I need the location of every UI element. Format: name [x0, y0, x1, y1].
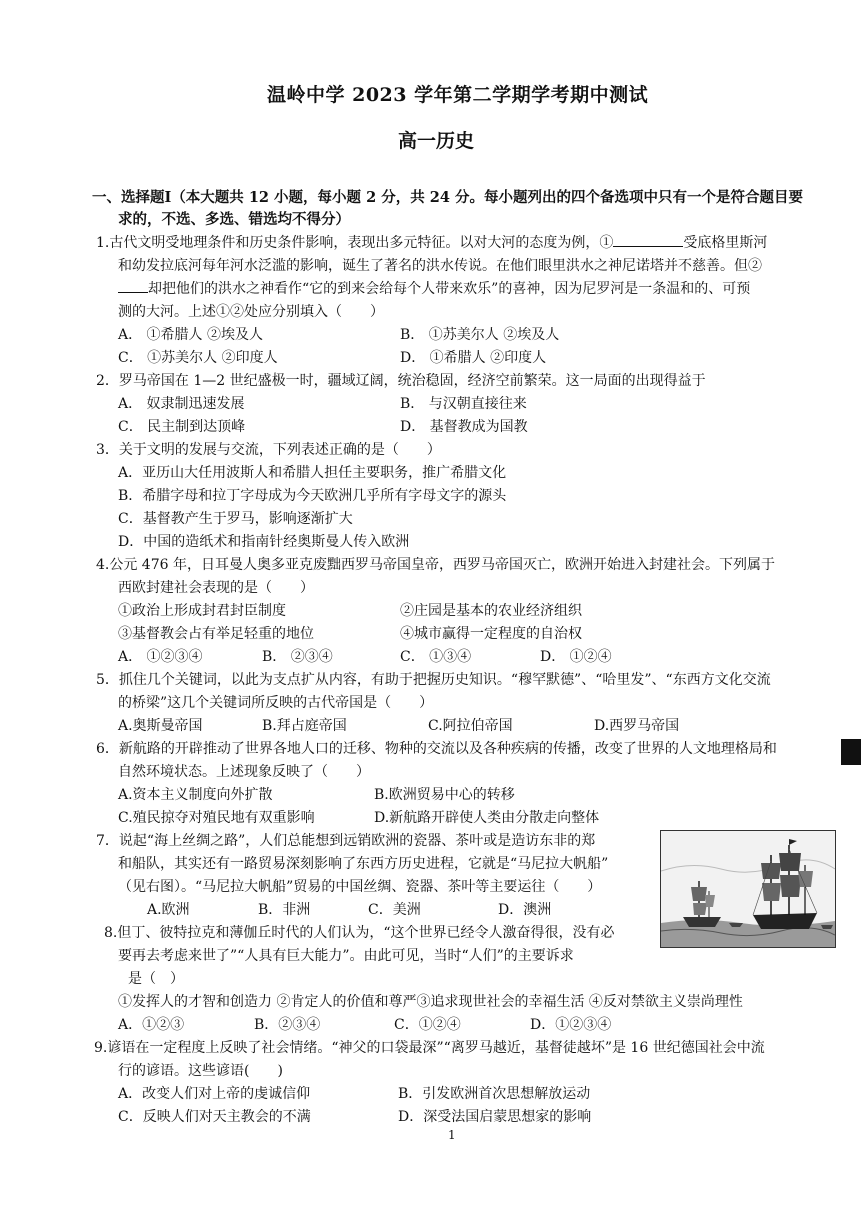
section-heading-line2: 求的，不选、多选、错选均不得分）	[118, 211, 350, 228]
q5-option-c: C.阿拉伯帝国	[428, 718, 513, 734]
galleon-illustration	[661, 831, 835, 947]
answer-blank-2	[118, 278, 148, 293]
q2-stem: 2．罗马帝国在 1—2 世纪盛极一时，疆域辽阔，统治稳固，经济空前繁荣。这一局面的出现得益于	[96, 373, 706, 389]
binding-marker	[841, 739, 861, 765]
q1-line2: 和幼发拉底河每年河水泛滥的影响，诞生了著名的洪水传说。在他们眼里洪水之神尼诺塔并不慈善。但②	[118, 258, 762, 274]
q1-line3: 却把他们的洪水之神看作“它的到来会给每个人带来欢乐”的喜神，因为尼罗河是一条温和的、可预	[148, 281, 751, 297]
q2-option-b: B． 与汉朝直接往来	[400, 396, 527, 412]
q1-option-b: B． ①苏美尔人 ②埃及人	[400, 327, 560, 343]
q4-line2: 西欧封建社会表现的是（ ）	[118, 580, 314, 596]
q3-option-c: C．基督教产生于罗马，影响逐渐扩大	[118, 511, 353, 527]
q4-statement-3: ③基督教会占有举足轻重的地位	[118, 626, 314, 642]
q9-line1: 9.谚语在一定程度上反映了社会情绪。“神父的口袋最深”“离罗马越近，基督徒越坏”是 16 世纪德国社会中流	[94, 1040, 765, 1056]
answer-blank-1	[613, 232, 683, 247]
q4-option-a: A． ①②③④	[118, 649, 203, 665]
q7-line2: 和船队，其实还有一路贸易深刻影响了东西方历史进程，它就是“马尼拉大帆船”	[118, 856, 609, 872]
q6-option-b: B.欧洲贸易中心的转移	[374, 787, 515, 803]
exam-title: 温岭中学 2023 学年第二学期学考期中测试	[267, 84, 649, 106]
q4-statement-1: ①政治上形成封君封臣制度	[118, 603, 286, 619]
q1-line1b: 受底格里斯河	[683, 235, 768, 251]
q9-option-c: C．反映人们对天主教会的不满	[118, 1109, 311, 1125]
q4-statement-2: ②庄园是基本的农业经济组织	[400, 603, 582, 619]
q5-line1: 5．抓住几个关键词，以此为支点扩从内容，有助于把握历史知识。“穆罕默德”、“哈里发”、“东西方文化交流	[96, 672, 771, 688]
q9-option-a: A．改变人们对上帝的虔诚信仰	[118, 1086, 311, 1102]
q4-option-d: D． ①②④	[540, 649, 612, 665]
q8-line3: 是（ ）	[128, 971, 184, 987]
q6-line2: 自然环境状态。上述现象反映了（ ）	[118, 764, 370, 780]
q7-option-b: B．非洲	[258, 902, 311, 918]
q8-option-a: A．①②③	[118, 1017, 185, 1033]
section-heading-line1: 一、选择题Ⅰ（本大题共 12 小题，每小题 2 分，共 24 分。每小题列出的四个备选项中只有一个是符合题目要	[92, 189, 804, 206]
q3-option-a: A．亚历山大任用波斯人和希腊人担任主要职务，推广希腊文化	[118, 465, 507, 481]
q9-option-d: D．深受法国启蒙思想家的影响	[398, 1109, 592, 1125]
q8-line1: 8.但丁、彼特拉克和薄伽丘时代的人们认为，“这个世界已经令人激奋得很，没有必	[104, 925, 615, 941]
q7-option-c: C．美洲	[368, 902, 421, 918]
q9-option-b: B．引发欧洲首次思想解放运动	[398, 1086, 591, 1102]
q6-option-d: D.新航路开辟使人类由分散走向整体	[374, 810, 600, 826]
q7-option-d: D．澳洲	[498, 902, 552, 918]
q8-statements: ①发挥人的才智和创造力 ②肯定人的价值和尊严③追求现世社会的幸福生活 ④反对禁欲主义崇尚理性	[118, 994, 743, 1010]
q5-option-d: D.西罗马帝国	[594, 718, 680, 734]
q6-line1: 6．新航路的开辟推动了世界各地人口的迁移、物种的交流以及各种疾病的传播，改变了世界的人文地理格局和	[96, 741, 777, 757]
q1-line4: 测的大河。上述①②处应分别填入（ ）	[118, 304, 384, 320]
q6-option-c: C.殖民掠夺对殖民地有双重影响	[118, 810, 315, 826]
q3-option-b: B．希腊字母和拉丁字母成为今天欧洲几乎所有字母文字的源头	[118, 488, 507, 504]
q1-option-a: A． ①希腊人 ②埃及人	[118, 327, 264, 343]
q9-line2: 行的谚语。这些谚语( )	[118, 1063, 283, 1079]
q4-statement-4: ④城市赢得一定程度的自治权	[400, 626, 582, 642]
q1-option-c: C． ①苏美尔人 ②印度人	[118, 350, 278, 366]
q5-option-b: B.拜占庭帝国	[262, 718, 347, 734]
q8-line2: 要再去考虑来世了”“人具有巨大能力”。由此可见，当时“人们”的主要诉求	[118, 948, 574, 964]
q3-stem: 3．关于文明的发展与交流，下列表述正确的是（ ）	[96, 442, 441, 458]
q5-option-a: A.奥斯曼帝国	[118, 718, 203, 734]
q8-option-d: D．①②③④	[530, 1017, 612, 1033]
manila-galleon-image	[660, 830, 836, 948]
q2-option-c: C． 民主制到达顶峰	[118, 419, 246, 435]
page-number: 1	[448, 1128, 456, 1142]
q4-option-c: C． ①③④	[400, 649, 472, 665]
q4-option-b: B． ②③④	[262, 649, 333, 665]
q2-option-a: A． 奴隶制迅速发展	[118, 396, 245, 412]
q6-option-a: A.资本主义制度向外扩散	[118, 787, 273, 803]
q5-line2: 的桥梁”这几个关键词所反映的古代帝国是（ ）	[118, 695, 434, 711]
q1-line1a: 1.古代文明受地理条件和历史条件影响，表现出多元特征。以对大河的态度为例，①	[96, 235, 614, 251]
q8-option-c: C．①②④	[394, 1017, 461, 1033]
q1-option-d: D． ①希腊人 ②印度人	[400, 350, 547, 366]
q8-option-b: B．②③④	[254, 1017, 321, 1033]
q7-option-a: A.欧洲	[147, 902, 190, 918]
q4-line1: 4.公元 476 年，日耳曼人奥多亚克废黜西罗马帝国皇帝，西罗马帝国灭亡，欧洲开始进入封建社会。下列属于	[96, 557, 775, 573]
q3-option-d: D．中国的造纸术和指南针经奥斯曼人传入欧洲	[118, 534, 410, 550]
q2-option-d: D． 基督教成为国教	[400, 419, 528, 435]
q7-line1: 7．说起“海上丝绸之路”，人们总能想到远销欧洲的瓷器、茶叶或是造访东非的郑	[96, 833, 596, 849]
q7-line3: （见右图）。“马尼拉大帆船”贸易的中国丝绸、瓷器、茶叶等主要运往（ ）	[118, 879, 602, 895]
exam-subtitle: 高一历史	[398, 130, 475, 152]
